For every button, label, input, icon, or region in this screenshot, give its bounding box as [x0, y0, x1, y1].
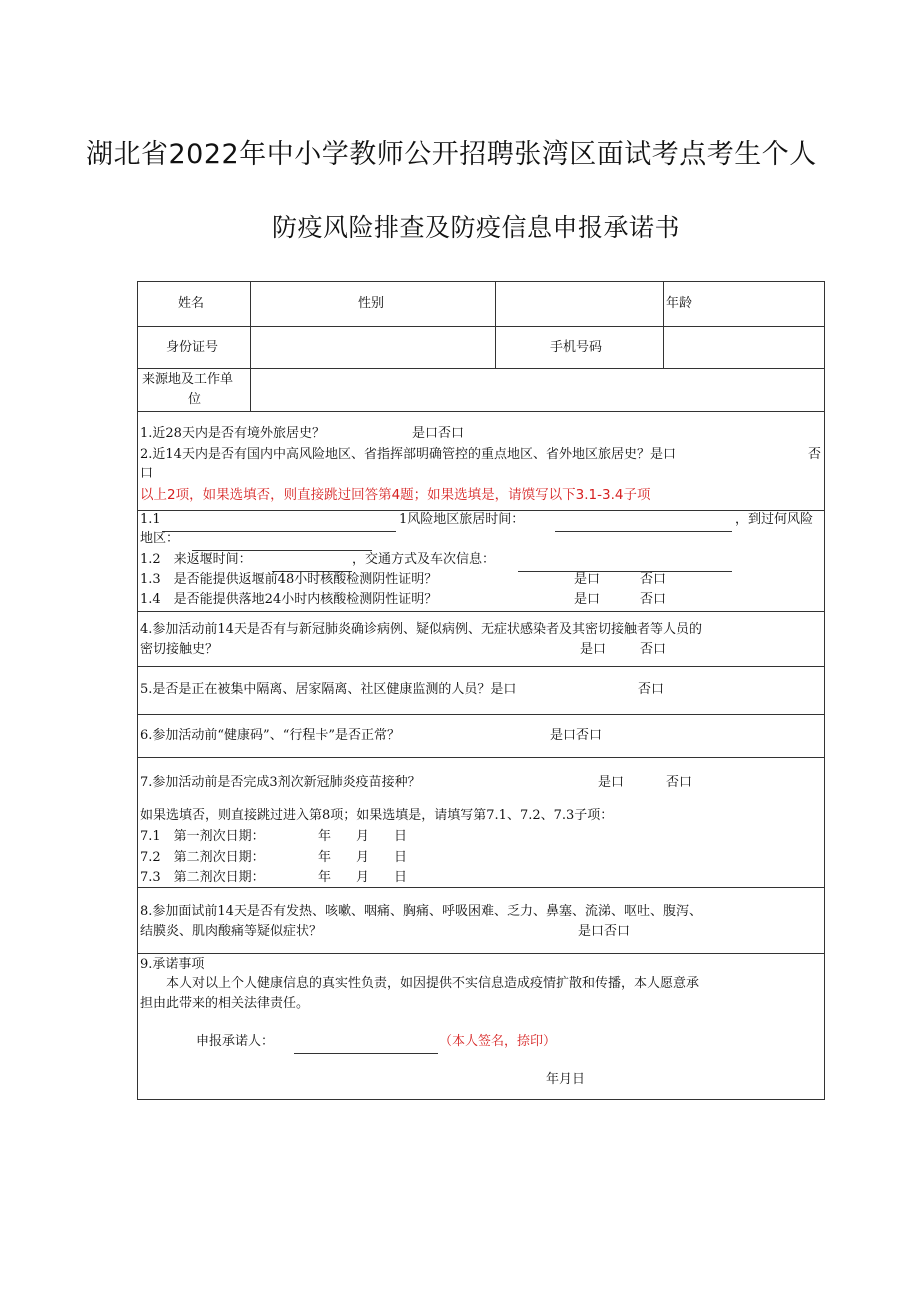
gender-label: 性别	[358, 296, 385, 311]
origin-label-cont: 位	[188, 392, 202, 407]
q3-region-label: 地区：	[140, 531, 180, 546]
declaration-form	[137, 281, 825, 1100]
dose-3-month[interactable]: 月	[356, 870, 370, 885]
q3-3-yes[interactable]: 是口	[574, 572, 601, 587]
q3-3: 1.3 是否能提供返堰前48小时核酸检测阴性证明？	[140, 572, 438, 587]
dose-1-month[interactable]: 月	[356, 829, 370, 844]
sign-date[interactable]: 年月日	[546, 1072, 586, 1087]
q3-4-yes[interactable]: 是口	[574, 592, 601, 607]
skip-note: 以上2项，如果选填否，则直接跳过回答第4题；如果选填是，请馍写以下3.1-3.4子项	[140, 487, 651, 503]
question-6-options[interactable]: 是口否口	[550, 728, 603, 743]
form-title-line2: 防疫风险排查及防疫信息申报承诺书	[272, 213, 681, 242]
question-8-options[interactable]: 是口否口	[578, 924, 631, 939]
commitment-body-cont: 担由此带来的相关法律责任。	[140, 996, 310, 1011]
age-label: 年龄	[666, 296, 693, 311]
question-4-no[interactable]: 否口	[640, 642, 667, 657]
dose-1-label: 7.1 第一剂次日期：	[140, 829, 265, 844]
form-title-line1: 湖北省2022年中小学教师公开招聘张湾区面试考点考生个人	[86, 139, 817, 170]
question-7-note: 如果选填否，则直接跳过进入第8项；如果选填是，请填写第7.1、7.2、7.3子项：	[140, 808, 614, 823]
q3-4-no[interactable]: 否口	[640, 592, 667, 607]
question-8: 8.参加面试前14天是否有发热、咳嗽、咽痛、胸痛、呼吸困难、乏力、鼻塞、流涕、呕吐、腹泻、	[140, 904, 702, 919]
q3-2-label: 1.2 来返堰时间：	[140, 552, 252, 567]
question-5: 5.是否是正在被集中隔离、居家隔离、社区健康监测的人员？是口	[140, 682, 517, 697]
question-7-no[interactable]: 否口	[666, 775, 693, 790]
q3-1-blank[interactable]	[162, 518, 396, 532]
signer-label: 申报承诺人：	[196, 1034, 275, 1049]
question-1: 1.近28天内是否有境外旅居史？	[140, 426, 325, 441]
q3-4: 1.4 是否能提供落地24小时内核酸检测阴性证明？	[140, 592, 438, 607]
q3-1-label: 1风险地区旅居时间：	[399, 512, 525, 527]
question-2-no[interactable]: 否	[808, 447, 822, 462]
question-7-yes[interactable]: 是口	[598, 775, 625, 790]
dose-2-day[interactable]: 日	[394, 850, 408, 865]
dose-1-day[interactable]: 日	[394, 829, 408, 844]
question-1-options[interactable]: 是口否口	[412, 426, 465, 441]
question-4-yes[interactable]: 是口	[580, 642, 607, 657]
q3-region-blank[interactable]	[192, 537, 372, 551]
dose-2-label: 7.2 第二剂次日期：	[140, 850, 265, 865]
commitment-body: 本人对以上个人健康信息的真实性负责，如因提供不实信息造成疫情扩散和传播，本人愿意承	[166, 976, 700, 991]
question-8-cont: 结膜炎、肌肉酸痛等疑似症状？	[140, 924, 323, 939]
question-2: 2.近14天内是否有国内中高风险地区、省指挥部明确管控的重点地区、省外地区旅居史？是口	[140, 447, 676, 462]
q3-1-prefix: 1.1	[140, 512, 161, 527]
dose-3-label: 7.3 第二剂次日期：	[140, 870, 265, 885]
question-5-no[interactable]: 否口	[638, 682, 665, 697]
name-label: 姓名	[178, 296, 205, 311]
q3-1-tail: ，到过何风险	[735, 512, 814, 527]
q3-3-no[interactable]: 否口	[640, 572, 667, 587]
q3-1-time-blank[interactable]	[555, 518, 732, 532]
q3-2-transport-blank[interactable]	[518, 558, 732, 572]
signature-note: （本人签名，捺印）	[439, 1034, 557, 1049]
q3-2-transport-label: ，交通方式及车次信息：	[352, 552, 496, 567]
question-2-cont[interactable]: 口	[140, 466, 154, 481]
signature-field[interactable]	[294, 1040, 438, 1054]
origin-label: 来源地及工作单	[142, 372, 234, 387]
question-7: 7.参加活动前是否完成3剂次新冠肺炎疫苗接种？	[140, 775, 421, 790]
dose-1-year[interactable]: 年	[318, 829, 332, 844]
dose-2-month[interactable]: 月	[356, 850, 370, 865]
dose-2-year[interactable]: 年	[318, 850, 332, 865]
question-4-cont: 密切接触史？	[140, 642, 219, 657]
phone-label: 手机号码	[550, 340, 603, 355]
dose-3-day[interactable]: 日	[394, 870, 408, 885]
question-6: 6.参加活动前“健康码”、“行程卡”是否正常？	[140, 728, 400, 743]
commitment-title: 9.承诺事项	[140, 957, 205, 972]
id-number-label: 身份证号	[166, 340, 219, 355]
dose-3-year[interactable]: 年	[318, 870, 332, 885]
question-4: 4.参加活动前14天是否有与新冠肺炎确诊病例、疑似病例、无症状感染者及其密切接触者等人员的	[140, 622, 702, 637]
